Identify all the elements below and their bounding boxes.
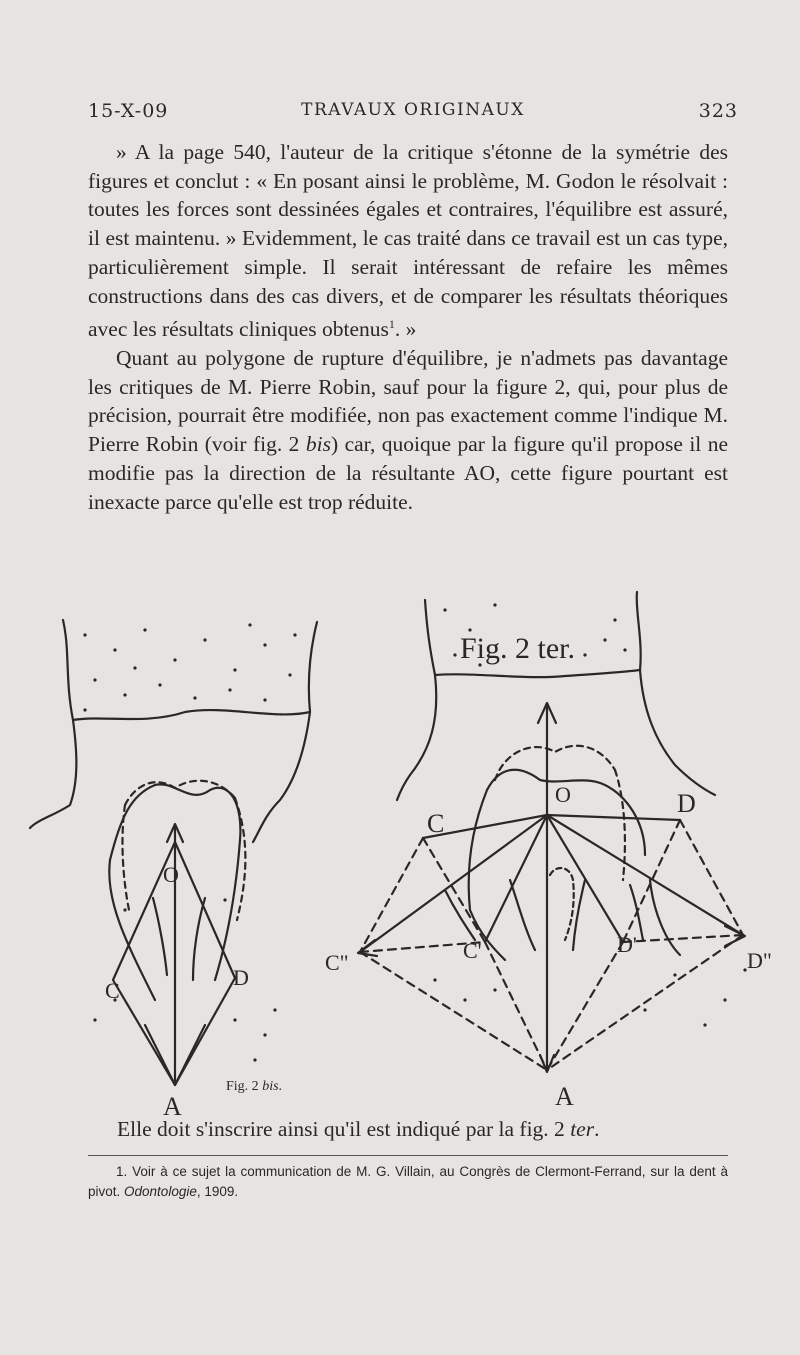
body-text (88, 138, 728, 516)
figure-caption: Fig. 2 bis. (226, 1079, 283, 1094)
right-label-d-double: D" (747, 948, 772, 973)
right-label-o: O (555, 782, 571, 807)
left-label-d: D (233, 965, 249, 990)
right-label-c-double: C" (325, 950, 349, 975)
right-label-c: C (427, 809, 445, 838)
right-label-d: D (677, 789, 696, 818)
left-label-c: C (105, 978, 120, 1003)
footnote: 1. Voir à ce sujet la communication de M. G. Villain, au Congrès de Clermont-Ferrand, sur la dent à pivot. Odontologie, 1909. (88, 1164, 728, 1199)
left-label-a: A (163, 1092, 182, 1120)
figure-2-bis (30, 620, 317, 1085)
footnote-ref: 1 (388, 317, 395, 332)
paragraph-2: Quant au polygone de rupture d'équilibre, je n'admets pas davantage les critiques de M. Pierre Robin, sauf pour la figure 2, qui, pour plus de précision, pourrait être modifiée, non pas exactement comme l'indique M. Pierre Robin (voir fig. 2 bis) car, quoique par la figure qu'il propose il ne modifie pas la direction de la résultante AO, cette figure pourtant est inexacte parce qu'elle est trop réduite. (88, 346, 728, 514)
footnote-rule (88, 1155, 728, 1156)
stippling (83, 603, 746, 1061)
paragraph-1: » A la page 540, l'auteur de la critique s'étonne de la symétrie des figures et conclut : « En posant ainsi le problème, M. Godon le résolvait : toutes les forces sont dessinées égales et contraires, l'équilibre est assuré, il est maintenu. » Evidemment, le cas traité dans ce travail est un cas type, particulièrement simple. Il serait intéressant de refaire les mêmes constructions dans des cas divers, et de comparer les résultats théoriques avec les résultats cliniques obtenus$^1$. » (88, 140, 728, 342)
figures (25, 580, 775, 1120)
running-header (88, 100, 738, 126)
right-label-a: A (555, 1082, 574, 1111)
header-date: 15-X-09 (88, 100, 169, 122)
left-label-o: O (163, 862, 179, 887)
figure-drawings (25, 580, 775, 1120)
right-label-c-prime: C' (463, 938, 482, 963)
right-label-d-prime: D' (617, 932, 637, 957)
right-figure-title: Fig. 2 ter. (460, 632, 576, 665)
header-title: TRAVAUX ORIGINAUX (301, 100, 525, 120)
page-number: 323 (698, 100, 738, 122)
closing-sentence: Elle doit s'inscrire ainsi qu'il est indiqué par la fig. 2 ter. (117, 1117, 600, 1141)
